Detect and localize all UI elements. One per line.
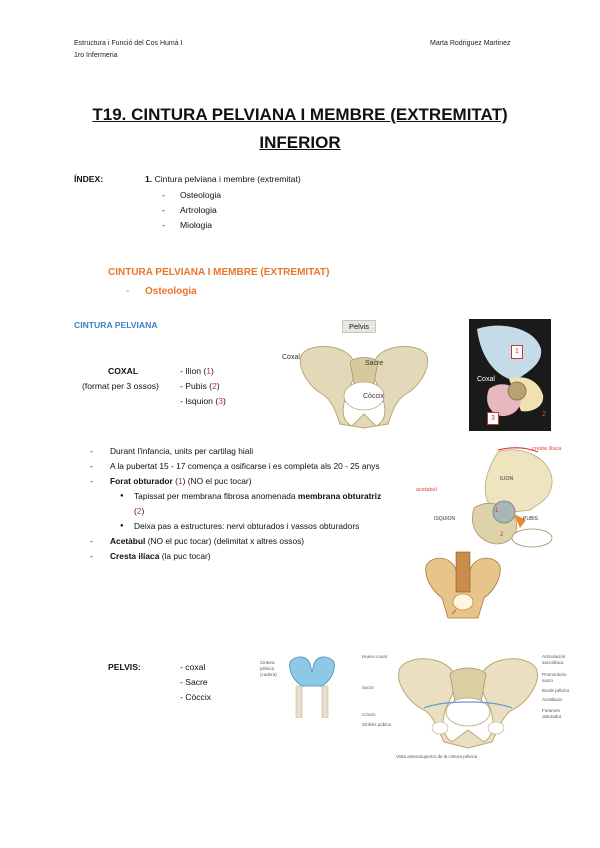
small-pelvis-figure (258, 652, 338, 718)
sub-bullet-membrana: ● Tapissat per membrana fibrosa anomenada membrana obturatriz (2) (108, 489, 390, 519)
pelvis-front-figure (422, 548, 504, 624)
bullet-list (90, 444, 410, 564)
pelvis-list-item: - coxal (180, 662, 206, 672)
index-subitem: - Artrologia (162, 205, 217, 215)
hip-label-1: 1 (495, 508, 499, 514)
hip-label-isquion: ISQUION (434, 516, 456, 522)
pelvis-caption: Pelvis (342, 320, 376, 333)
subsection-heading: Osteologia (145, 286, 197, 297)
page-title-line1: T19. CINTURA PELVIANA I MEMBRE (EXTREMITAT) (92, 105, 508, 124)
hip-label-ilion: ILION (500, 476, 514, 482)
labeled-pelvis-figure (362, 648, 578, 766)
coxal-photo-label-coxal: Coxal (477, 376, 495, 383)
coxal-photo-label-2: 2 (542, 411, 546, 418)
big-fig-label-coxal: Hueso coxal (362, 654, 387, 659)
page-title-line2: INFERIOR (259, 133, 341, 152)
hip-label-cresta: cresta ilíaca (532, 446, 562, 452)
small-fig-caption: Cintura pélvica (cadera) (260, 660, 277, 677)
hip-bone-illustration (458, 444, 558, 552)
bullet-item-cresta: - Cresta ilíaca (la puc tocar) (90, 549, 410, 564)
labeled-pelvis-illustration (394, 650, 542, 750)
coxal-photo-label-1: 1 (511, 345, 523, 359)
pelvis-label-coxal: Coxal (282, 354, 300, 361)
section-heading: CINTURA PELVIANA I MEMBRE (EXTREMITAT) (108, 267, 330, 278)
pelvis-list-item: - Còccix (180, 692, 212, 702)
big-fig-label-promontorio: Promontorio sacro (542, 672, 567, 683)
hip-figure (410, 440, 570, 552)
bullet-item-acetabul: - Acetàbul (NO el puc tocar) (delimitat x altres ossos) (90, 534, 410, 549)
coxal-photo (469, 319, 551, 431)
index-subitems (162, 188, 221, 233)
coxal-parts (180, 364, 226, 409)
pelvis-figure (282, 318, 442, 430)
sub-bullet-estructures: ● Deixa pas a estructures: nervi obturados i vassos obturadors (108, 519, 390, 534)
big-fig-label-sinfisis: Sínfisis púbica (362, 722, 392, 727)
header-year: 1ro Infermeria (74, 52, 118, 59)
bullet-item-forat: - Forat obturador (1) (NO el puc tocar) (90, 474, 410, 489)
bullet-item: - A la pubertat 15 - 17 comença a osificarse i es completa als 20 - 25 anys (90, 459, 410, 474)
header-course: Estructura i Funció del Cos Humà I (74, 40, 183, 47)
pelvis-list-label: PELVIS: (108, 662, 141, 672)
header-author: Marta Rodriguez Martinez (430, 40, 511, 47)
index-subitem: - Osteologia (162, 190, 222, 200)
hip-label-acetabul: acetabul (416, 487, 437, 493)
pelvis-list-item: - Sacre (180, 677, 208, 687)
big-fig-label-acetabulo: Acetábulo (542, 697, 563, 702)
index-label: ÍNDEX: (74, 174, 104, 184)
cintura-heading: CINTURA PELVIANA (74, 320, 158, 330)
index-item (145, 172, 301, 187)
coxal-note: (format per 3 ossos) (82, 381, 159, 391)
small-pelvis-illustration (286, 652, 338, 718)
coxal-part-ilion: - Ilion (1) (180, 366, 214, 376)
coxal-photo-label-3: 3 (487, 412, 499, 425)
pelvis-front-illustration (422, 548, 504, 624)
big-fig-label-borde: Borde pélvico (542, 688, 570, 693)
hip-label-pubis: PUBIS (523, 516, 539, 522)
big-fig-label-articulacion: Articulación sacroilíaca (542, 654, 566, 665)
pelvis-list-items (180, 660, 211, 705)
coxal-part-isquion: - Isquion (3) (180, 396, 226, 406)
index-item-number: 1. (145, 174, 153, 184)
coxal-bone-illustration (469, 319, 551, 431)
big-fig-label-foramen: Foramen obturador (542, 708, 562, 719)
index-subitem: - Miologia (162, 220, 213, 230)
big-fig-label-coccix: Cóccix (362, 712, 376, 717)
pelvis-illustration (292, 334, 437, 430)
bullet-item: - Durant l'infancia, units per cartilag hiali (90, 444, 410, 459)
pelvis-label-sacre: Sacre (365, 360, 384, 367)
hip-label-2: 2 (500, 532, 504, 538)
big-fig-caption: Vista anterosuperior de la cintura pélvica (396, 754, 478, 759)
coxal-part-pubis: - Pubis (2) (180, 381, 220, 391)
coxal-label: COXAL (108, 366, 139, 376)
pelvis-label-coccix: Còccix (363, 393, 385, 400)
subsection-dash: - (126, 286, 130, 297)
big-fig-label-sacro: Sacro (362, 685, 374, 690)
index-item-text: Cintura pelviana i membre (extremitat) (154, 174, 301, 184)
